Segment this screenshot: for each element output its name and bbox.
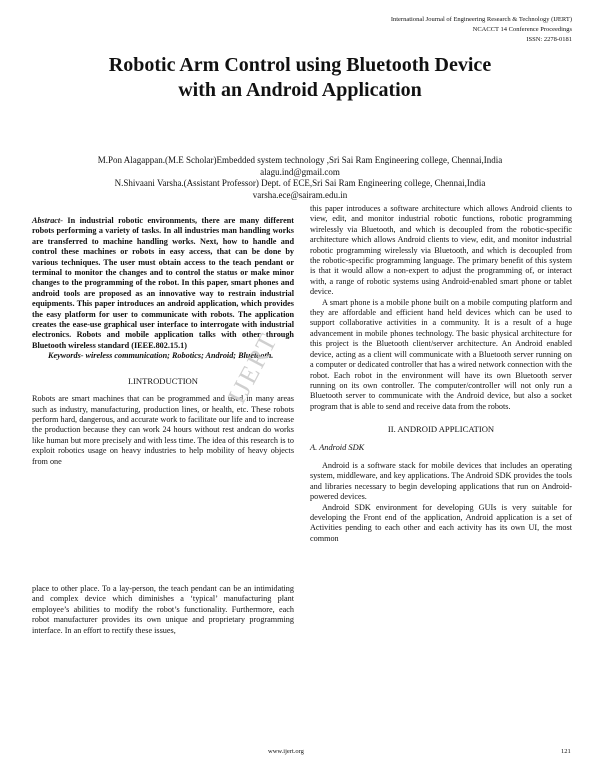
abstract-text: In industrial robotic environments, there are many different robots performing a variety of tasks. In all industries man handling works are transferred to machine handling works. Next, how to handle and control these machines or robots in easy access, that can be done by various techniques. The user must obtain access to the teach pendant or terminal to monitor the changes and to control the status or make minor changes to the programming of the robot. In this paper, smart phones and android tools are proposed as an innovative way to restrain industrial equipments. This paper introduces an android application, which provides the easy platform for user to communicate with robots. The application creates the ease-use graphical user interface to interrogate with industrial electronics. Robots and mobile application talks with other through Bluetooth wireless standard (IEEE.802.15.1) (32, 216, 294, 350)
right-column (310, 204, 572, 544)
intro-paragraph-1: Robots are smart machines that can be programmed and used in many areas such as industry, manufacturing, production lines, or health, etc. These robots perform hard, dangerous, and accurate work to facilitate our life and to increase the production because they can work 24 hours without rest andcan do works like human but more precisely and with less time. The idea of this research is to exploit robotics usage on heavy industries to help mobility of heavy objects from one (32, 394, 294, 466)
right-paragraph-2: A smart phone is a mobile phone built on a mobile computing platform and they are affordable and efficient hand held devices which can be used to support collaborative activities in a community. It is a result of a huge advancement in mobile phones technology. The basic physical architecture for this project is the Bluetooth client/server architecture. An Android enabled device, acting as a client will communicate with a Bluetooth server running on a computer or dedicated controller that has a wired network connection with the robot. Each robot in the environment will have its own Bluetooth server running on its own controller. The computer/controller will not only run a Bluetooth server to communicate with the Android device, but also a socket program that is able to send and receive data from the robots. (310, 297, 572, 411)
author-block (0, 155, 600, 201)
section-heading-android-application: II. ANDROID APPLICATION (387, 424, 495, 435)
footer-url: www.ijert.org (268, 748, 304, 755)
paper-title (0, 53, 600, 103)
abstract-label: Abstract- (32, 216, 63, 225)
subsection-heading-android-sdk: A. Android SDK (310, 442, 365, 452)
journal-name: International Journal of Engineering Research & Technology (IJERT) (390, 16, 572, 23)
intro-paragraph-2: place to other place. To a lay-person, the teach pendant can be an intimidating and complex device which diminishes a ‘typical’ manufacturing plant employee’s abilities to modify the robot’s functionality. Furthermore, each robot manufacturer provides its own unique and proprietary programming interface. In an effort to rectify these issues, (32, 584, 294, 635)
title-line-1: Robotic Arm Control using Bluetooth Device (108, 54, 492, 76)
right-paragraph-1: this paper introduces a software architecture which allows Android clients to view, edit, and monitor industrial robotic functions, robotic programming wirelessly via Bluetooth, and which is decoupled from the robotic-specific architecture which allows Android clients to view, edit, and monitor industrial robotic programming wirelessly via Bluetooth, and which is decoupled from the robotic-specific programming language. The primary benefit of this system is that it would allow a non-expert to adjust the programming of, or interact with, a range of robotic systems using Android-enabled smart phone or tablet device. (310, 204, 572, 297)
author-2: N.Shivaani Varsha.(Assistant Professor) Dept. of ECE,Sri Sai Ram Engineering college, Chennai,India (114, 178, 486, 188)
right-paragraph-3: Android is a software stack for mobile devices that includes an operating system, middleware, and key applications. The Android SDK provides the tools and libraries necessary to begin developing applications that run on Android-powered devices. (310, 460, 572, 502)
left-column-bottom (32, 584, 294, 636)
author-1: M.Pon Alagappan.(M.E Scholar)Embedded system technology ,Sri Sai Ram Engineering college, Chennai,India (97, 155, 503, 165)
title-line-2: with an Android Application (178, 79, 422, 101)
ijert-watermark: IJERT (222, 327, 284, 409)
issn: ISSN: 2278-0181 (526, 36, 572, 43)
journal-header (391, 15, 572, 45)
author-2-email: varsha.ece@sairam.edu.in (252, 189, 348, 200)
proceedings-name: NCACCT 14 Conference Proceedings (472, 26, 572, 33)
right-paragraph-4: Android SDK environment for developing GUIs is very suitable for developing the Front end of the application, Android application is a set of Activities pending to each other and each activity has its own UI, the most common (310, 502, 572, 543)
author-1-email: alagu.ind@gmail.com (260, 166, 340, 177)
section-heading-introduction: I.INTRODUCTION (128, 375, 198, 386)
keywords: Keywords- wireless communication; Robotics; Android; Bluetooth. (48, 351, 274, 361)
page-number: 121 (561, 748, 571, 755)
